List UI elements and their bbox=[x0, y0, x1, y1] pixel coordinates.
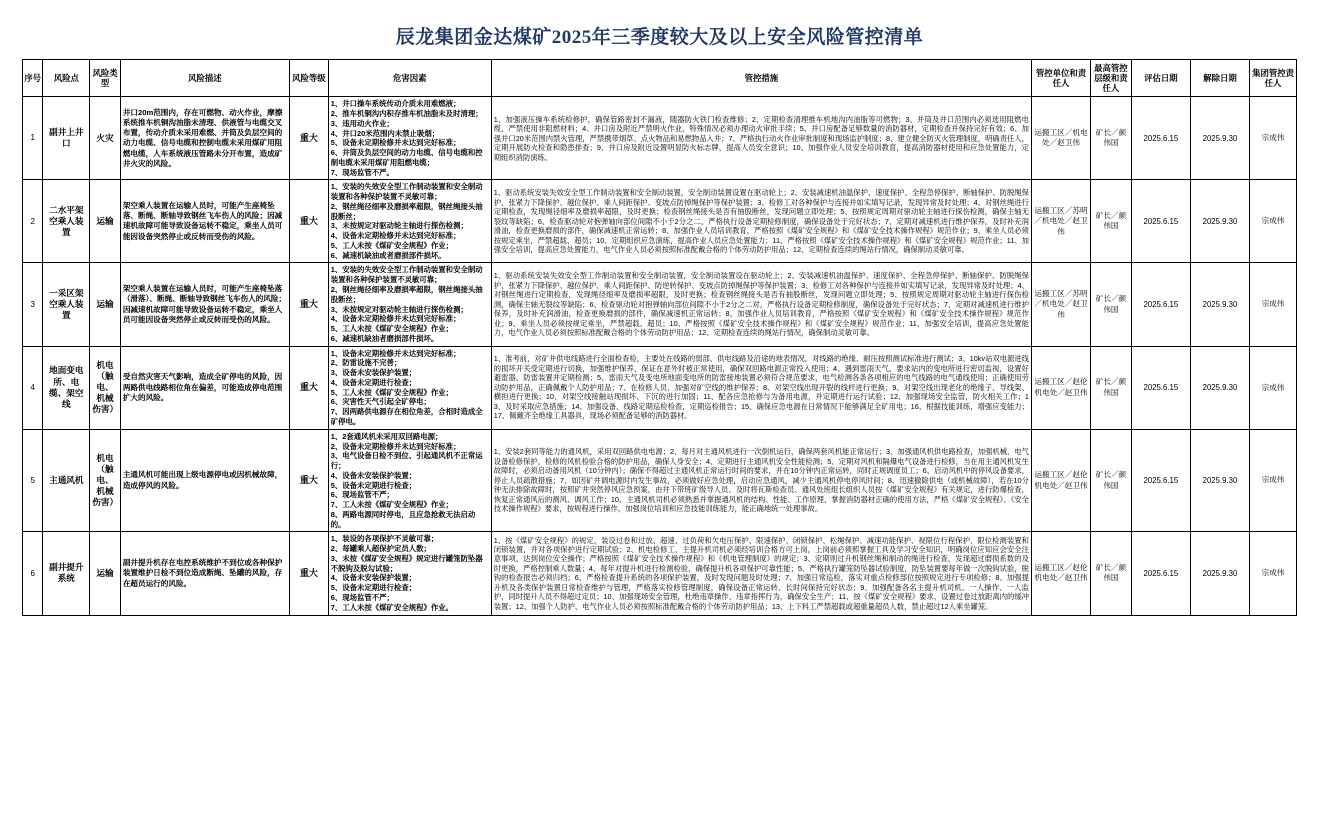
cell-index: 1 bbox=[23, 97, 43, 180]
col-top-level: 最高管控层级和责任人 bbox=[1091, 60, 1132, 97]
cell-control-measures: 1、驱动系统安装失效安全型工作制动装置和安全制动装置，安全制动装置设置在驱动轮上；2、安装减速机油温保护、速度保护、全程急停保护、断轴保护、防脱绳保护、张紧力下降保护、越位保护、乘人间距保护、变坡点防掉绳保护等保护装置；3、检修工对各种保护与连接并如实填写记录，发现异常及时处理；4、对钢丝绳进行定期检查，发现绳径细率及磨损率超限，及时更换；检查钢丝绳接头是否有抽股断丝，发现问题立即处理；5、按照规定周期对驱动轮主轴进行探伤检测，确保主轴无裂纹等缺陷；6、检查驱动轮对抱弹轴向部位间隙不小于2分之二，严格执行设备定期检修制度，确保设备处于完好状态；7、定期对减速机进行维护保养，及时补充润滑油，检查更换磨损的部件，确保减速机正常运转；8、加强作业人员培训教育，严格按照《煤矿安全规程》和《煤矿安全技术操作规程》规范作业；9、乘坐人员必须按规定乘坐，严禁超载、超员；10、定期组织应急演练，提高作业人员应急处置能力；11、严格按照《煤矿安全技术操作规程》和《煤矿安全规程》规范作业；11、加强安全培训，提高应急处置能力，电气作业人员必须按照标准配戴合格的个体劳动防护用品；12、定期检查连续的绳站行情况，确保制动灵敏可靠。 bbox=[491, 180, 1031, 263]
col-index: 序号 bbox=[23, 60, 43, 97]
cell-control-measures: 1、准考前，对矿井供电线路进行全面检查检，主要处在线路的弱部、供电线路及沿途的地表情况，对线路的绝缘、耐压按照测试标准进行测试；3、10kv站双电源进线的损坏开关受定期进行切换，加强维护保养，保证在意外时被正常使用，确保双回路电源正常投入使用；4、遇到雷雨天气，要求站内的变电所进行密切监视，设置好避雷器、防雷装置并定期检测；5、雷雨天气及变电所地面变电所的防雷接地装置必须符合规范要求，电气检测各条各项相应的电气线路的电气通线使用；正确使用劳动防护用品，正确佩戴个人防护用品；7、在检修人员、加强对矿空线的维护保养；8、对架空线出现开裂的线杆进行更换；9、对架空线出现老化的绝缘子、导线架、横担进行更换；10、对架空线接触站现损坏、下沉的进行加固；11、配各应急抢修与为备用电源，并定期进行运行试验；12、加强现场安全监管，防火相关工作；13、及时采取应急措施；14、加强设备、线路定期巡检检查，定期巡检报告；15、确保应急电源在日常情况下能够满足全矿用电；16、根据技能训练，增强应变能力；17、佩戴齐全绝缘工具器具，现场必须配备足够的消防器材。 bbox=[491, 346, 1031, 429]
cell-assess-date: 2025.6.15 bbox=[1131, 429, 1190, 532]
cell-assess-date: 2025.6.15 bbox=[1131, 346, 1190, 429]
col-release-date: 解除日期 bbox=[1190, 60, 1249, 97]
cell-risk-type: 运输 bbox=[90, 532, 121, 615]
cell-risk-point: 副井提升系统 bbox=[43, 532, 90, 615]
cell-release-date: 2025.9.30 bbox=[1190, 97, 1249, 180]
cell-risk-description: 架空乘人装置在运输人员时，可能产生座椅坠落（滑落）、断绳、断轴导致钢丝飞车伤人的风险；因减速机故障可能导致设备运转不稳定，乘坐人员可能因设备突然停止或反转而受伤的风险。 bbox=[120, 263, 289, 346]
cell-release-date: 2025.9.30 bbox=[1190, 429, 1249, 532]
cell-risk-level: 重大 bbox=[289, 97, 328, 180]
cell-risk-point: 主通风机 bbox=[43, 429, 90, 532]
cell-risk-level: 重大 bbox=[289, 429, 328, 532]
cell-release-date: 2025.9.30 bbox=[1190, 263, 1249, 346]
cell-group-responsible: 宗成伟 bbox=[1250, 180, 1297, 263]
col-control-measures: 管控措施 bbox=[491, 60, 1031, 97]
cell-risk-level: 重大 bbox=[289, 263, 328, 346]
col-risk-point: 风险点 bbox=[43, 60, 90, 97]
col-risk-level: 风险等级 bbox=[289, 60, 328, 97]
cell-index: 2 bbox=[23, 180, 43, 263]
cell-risk-description: 主通风机可能出现上级电源停电或因机械故障，造成停风的风险。 bbox=[120, 429, 289, 532]
cell-control-measures: 1、安装2套同等能力的通风机，采用双回路供电电源；2、每月对主通风机进行一次倒机运行，确保两套风机能正常运行；3、加强通风机供电路检查，加强机械、电气设备检修保护，检修的风机检验合格的防护用品，确保人身安全；4、定期进行主通风机安全性能检测；5、定期对风机和隔爆电气设备进行检修，当在用主通风机发生故障时，必须启动备用风机（10分钟内）；确保不得超过主通风机正常运行时间的要求，并在10分钟内正常运转，同时正规调度员工；6、启动风机中的停风设备要求，停止人员疏散措施；7、如因矿井调电源时内发生事故，必须做好应急处理，启动应急通风，减少主通风机停电停风时间；8、迅速撤除供电（或机械故障），若在10分钟无法排除故障时，按照矿井突然停风应急预案，由井下带班矿级导人员、及时将瓦斯检查员、通风处班组长组织人员按《煤矿安全规程》有关规定，进行防爆检查，恢复正常通风后的测风、调风工作；10、主通风机司机必须熟悉并掌握通风机的结构、性能、工作原理，掌握消防器材正确的使用方法，严格《煤矿安全规程》、《安全技术操作规程》要求，按规程进行操作，加强岗位培训和应急技能训练能力，能正确地统一处理事故。 bbox=[491, 429, 1031, 532]
cell-control-unit: 运搬工区／赵伦机电处／赵卫伟 bbox=[1031, 532, 1090, 615]
table-row bbox=[23, 429, 1297, 532]
cell-risk-point: 副井上井口 bbox=[43, 97, 90, 180]
col-control-unit: 管控单位和责任人 bbox=[1031, 60, 1090, 97]
cell-assess-date: 2025.6.15 bbox=[1131, 532, 1190, 615]
cell-hazard-factors: 1、井口操车系统传动介质未用难燃液； 2、推车机铜沟内积存推车机油脂未及时清理； 3、违用动火作业； 4、井口20米范围内未禁止吸烟； 5、设备未定期检修并未达到完好标准； 6、井筒及负层空间的动力电缆、信号电缆和控制电缆未采用煤矿用阻燃电缆； 7、现场监管不严。 bbox=[328, 97, 491, 180]
table-header-row bbox=[23, 60, 1297, 97]
cell-risk-level: 重大 bbox=[289, 532, 328, 615]
cell-hazard-factors: 1、2套通风机未采用双回路电源； 2、设备未定期检修并未达到完好标准； 3、电气设备日检不到位、引起通风机不正常运行； 4、设备未安装保护装置； 5、设备未定期进行检查； 6、现场监管不严； 7、工人未按《煤矿安全规程》作业； 8、两路电源同时停电，且应急抢救无法启动的。 bbox=[328, 429, 491, 532]
cell-risk-description: 架空乘人装置在运输人员时，可能产生座椅坠落、断绳、断轴导致钢丝飞车伤人的风险；因减速机故障可能导致设备运转不稳定，乘坐人员可能因设备突然停止或反转而受伤的风险。 bbox=[120, 180, 289, 263]
table-row bbox=[23, 263, 1297, 346]
col-assess-date: 评估日期 bbox=[1131, 60, 1190, 97]
cell-top-level: 矿长／颜伟国 bbox=[1091, 532, 1132, 615]
cell-hazard-factors: 1、设备未定期检修并未达到完好标准； 2、防雷设施不完善； 3、设备未安装保护装置； 4、设备未定期进行检查； 5、工人未按《煤矿安全规程》作业； 6、灾害性天气引起全矿停电； 7、因两路供电源存在相位角差，合相时造成全矿停电。 bbox=[328, 346, 491, 429]
cell-risk-type: 运输 bbox=[90, 180, 121, 263]
cell-hazard-factors: 1、安装的失效安全型工作制动装置和安全制动装置和各种保护装置不灵敏可靠； 2、钢丝绳径细率及磨损率超限，钢丝绳接头抽股断丝； 3、未按规定对驱动轮主轴进行探伤检测； 4、设备未定期检修并未达到完好标准； 5、工人未按《煤矿安全规程》作业； 6、减速机缺油或者磨损部件损坏。 bbox=[328, 180, 491, 263]
cell-risk-level: 重大 bbox=[289, 346, 328, 429]
cell-risk-description: 受自然灾害天气影响，造成全矿停电的风险，因两路供电线路相位角在偏差，可能造成停电范围扩大的风险。 bbox=[120, 346, 289, 429]
cell-release-date: 2025.9.30 bbox=[1190, 346, 1249, 429]
cell-control-unit: 运搬工区／苏明／机电处／赵卫伟 bbox=[1031, 180, 1090, 263]
cell-top-level: 矿长／颜伟国 bbox=[1091, 180, 1132, 263]
cell-group-responsible: 宗成伟 bbox=[1250, 429, 1297, 532]
page-title: 辰龙集团金达煤矿2025年三季度较大及以上安全风险管控清单 bbox=[395, 27, 924, 48]
cell-risk-type: 运输 bbox=[90, 263, 121, 346]
cell-control-measures: 1、加强液压操车系统检修护，确保管路密封不漏液，随器防火铁门检查维修；2、定期检查清理推车机地沟内油脂等可燃物；3、并筒及井口范围内必须选用阻燃电缆，严禁使用非阻燃材料；4、井口房及附近严禁明火作业，特殊情况必须办理动火审批手续；5、并口房配备足够数量的消防器材，定期检查并保持完好有效；6、加强并口20米范围内禁火管理，严禁携带烟草、点火物品和易燃物品入井；7、严格执行动火作业审批制度和现场监护制度；8、建立健全防灭火管理制度，明确责任人，定期开展防火检查和隐患排查；9、井口房及附近设置明显防火标志牌，提高人员安全意识；10、加强作业人员安全培训教育，提高消防器材使用和应急处置能力，定期组织消防演练。 bbox=[491, 97, 1031, 180]
cell-index: 5 bbox=[23, 429, 43, 532]
cell-risk-type: 机电（触电、机械伤害） bbox=[90, 429, 121, 532]
cell-risk-description: 副井提升机存在电控系统维护不到位或各种保护装置维护日检不到位造成断绳、坠罐的风险，存在超员运行的风险。 bbox=[120, 532, 289, 615]
col-group-responsible: 集团管控责任人 bbox=[1250, 60, 1297, 97]
cell-top-level: 矿长／颜伟国 bbox=[1091, 263, 1132, 346]
table-row bbox=[23, 346, 1297, 429]
risk-control-table bbox=[22, 59, 1297, 616]
cell-group-responsible: 宗成伟 bbox=[1250, 263, 1297, 346]
table-row bbox=[23, 97, 1297, 180]
cell-risk-point: 地面变电所、电缆、架空线 bbox=[43, 346, 90, 429]
cell-risk-description: 井口20m范围内，存在可燃物、动火作业，摩擦系统推车机铜沟油脂未清理、供液管与电缆交叉布置，传动介质未采用难燃、并筒及负层空间的动力电缆、信号电缆和控制电缆未采用煤矿用阻燃电缆，人车系统液压管路未分开布置，造成矿井火灾的风险。 bbox=[120, 97, 289, 180]
table-row bbox=[23, 532, 1297, 615]
cell-top-level: 矿长／颜伟国 bbox=[1091, 97, 1132, 180]
col-hazard-factors: 危害因素 bbox=[328, 60, 491, 97]
cell-risk-point: 一采区架空乘人装置 bbox=[43, 263, 90, 346]
cell-top-level: 矿长／颜伟国 bbox=[1091, 429, 1132, 532]
cell-risk-point: 二水平架空乘人装置 bbox=[43, 180, 90, 263]
cell-assess-date: 2025.6.15 bbox=[1131, 97, 1190, 180]
col-risk-type: 风险类型 bbox=[90, 60, 121, 97]
cell-release-date: 2025.9.30 bbox=[1190, 180, 1249, 263]
cell-index: 6 bbox=[23, 532, 43, 615]
cell-risk-level: 重大 bbox=[289, 180, 328, 263]
cell-assess-date: 2025.6.15 bbox=[1131, 180, 1190, 263]
cell-control-unit: 运搬工区／苏明／机电处／赵卫伟 bbox=[1031, 263, 1090, 346]
cell-control-unit: 运搬工区／赵伦机电处／赵卫伟 bbox=[1031, 346, 1090, 429]
cell-control-unit: 运搬工区／机电处／赵卫伟 bbox=[1031, 97, 1090, 180]
cell-release-date: 2025.9.30 bbox=[1190, 532, 1249, 615]
table-body bbox=[23, 97, 1297, 615]
cell-control-unit: 运搬工区／赵伦机电处／赵卫伟 bbox=[1031, 429, 1090, 532]
cell-control-measures: 1、驱动系统安装失效安全型工作制动装置和安全制动装置，安全制动装置设在驱动轮上；2、安装减速机油温保护、速度保护、全程急停保护、断轴保护、防脱绳保护、张紧力下降保护、越位保护、乘人间距保护、防逆转保护、变坡点防掉绳保护等保护装置；3、检修工对各种保护与连接并如实填写记录，发现异常及时处理；4、对钢丝绳进行定期检查，发现绳径细率及磨损率超限，及时更换；检查钢丝绳接头是否有抽股断丝，发现问题立即处理；5、按照规定周期对驱动轮主轴进行探伤检测，确保主轴无裂纹等缺陷；6、检查驱动轮对抱弹轴向部位间隙不小于2分之二对，严格执行设备定期检修制度，确保设备处于完好状态；7、定期对减速机进行维护保养，及时补充润滑油，检查更换磨损的部件，确保减速机正常运转；8、加强作业人员培训教育，严格按照《煤矿安全规程》和《煤矿安全技术操作规程》规范作业；9、乘坐人员必须按规定乘坐，严禁超载、超员；10、严格按照《煤矿安全技术操作规程》和《煤矿安全规程》规范作业；11、加强安全培训，提高应急处置能力，电气作业人员必须按照标准配戴合格的个体劳动防护用品；12、定期检查连续的绳站行情况，确保制动灵敏可靠。 bbox=[491, 263, 1031, 346]
cell-index: 4 bbox=[23, 346, 43, 429]
cell-group-responsible: 宗成伟 bbox=[1250, 532, 1297, 615]
cell-group-responsible: 宗成伟 bbox=[1250, 346, 1297, 429]
cell-control-measures: 1、按《煤矿安全规程》的规定，装设过卷和过放、超速、过负荷和欠电压保护、限速保护、闭锁保护、松绳保护、减速功能保护、视限位行程保护、限位检测装置和闭锁装置，并对各项保护进行定期试验；2、机电检修工、主提升机司机必须经培训合格方可上岗，上岗前必须照掌握工具及学习安全知识，明确岗位应知应会安全注意事项，达到岗位安全操作；严格按照《煤矿安全技术操作规程》和《机电管理制度》的规定；3、定期则过升机钢丝绳和制动的绳进行检查，发现超过磨损系数的及时更换，严格控制乘人数量；4、每年对提升机进行检测检验，确保提升机各项保护可靠性能；5、严格执行罐笼防坠器试验制度，防坠装置要每年做一次脱钩试验，脱钩的检查报告必须归档；6、严格检查提升系统的各项保护装置，及时发现问题及时处理；7、加强日常巡检，落实对重点检修部位按照规定进行专项检修；8、加强提升机及各类保护装置日常检查维护与管理，严格落实检修管理制度，确保设备正常运转、长时间保持完好状态；9、加强配备各名主提升机司机、一人操作、一人监护，同时提升人员不得超过定员；10、加强现场安全管理，杜绝违章操作、违章指挥行为，确保安全生产；11、按《煤矿安全规程》要求，设置过卷过放距离内的缓冲装置；12、加强个人防护、电气作业人员必须按照标准配戴合格的个体劳动防护用品；13、上下料工严禁超载或超重量超员人数，禁止超过12人乘坐罐笼。 bbox=[491, 532, 1031, 615]
cell-risk-type: 机电（触电、机械伤害） bbox=[90, 346, 121, 429]
cell-hazard-factors: 1、安装的失效安全型工作制动装置和安全制动装置和各种保护装置不灵敏可靠； 2、钢丝绳径细率及磨损率超限，钢丝绳接头抽股断丝； 3、未按规定对驱动轮主轴进行探伤检测； 4、设备未定期检修并未达到完好标准； 5、工人未按《煤矿安全规程》作业； 6、减速机缺油者磨损部件损坏。 bbox=[328, 263, 491, 346]
cell-index: 3 bbox=[23, 263, 43, 346]
col-risk-description: 风险描述 bbox=[120, 60, 289, 97]
cell-risk-type: 火灾 bbox=[90, 97, 121, 180]
cell-assess-date: 2025.6.15 bbox=[1131, 263, 1190, 346]
table-row bbox=[23, 180, 1297, 263]
cell-hazard-factors: 1、装设的各项保护不灵敏可靠； 2、每罐乘人超保护定员人数； 3、未按《煤矿安全规程》规定进行罐笼防坠器不脱钩及脱勾试验； 4、设备未安装保护装置； 5、设备未定期进行检查； 6、现场监管不严； 7、工人未按《煤矿安全规程》作业。 bbox=[328, 532, 491, 615]
cell-group-responsible: 宗成伟 bbox=[1250, 97, 1297, 180]
cell-top-level: 矿长／颜伟国 bbox=[1091, 346, 1132, 429]
